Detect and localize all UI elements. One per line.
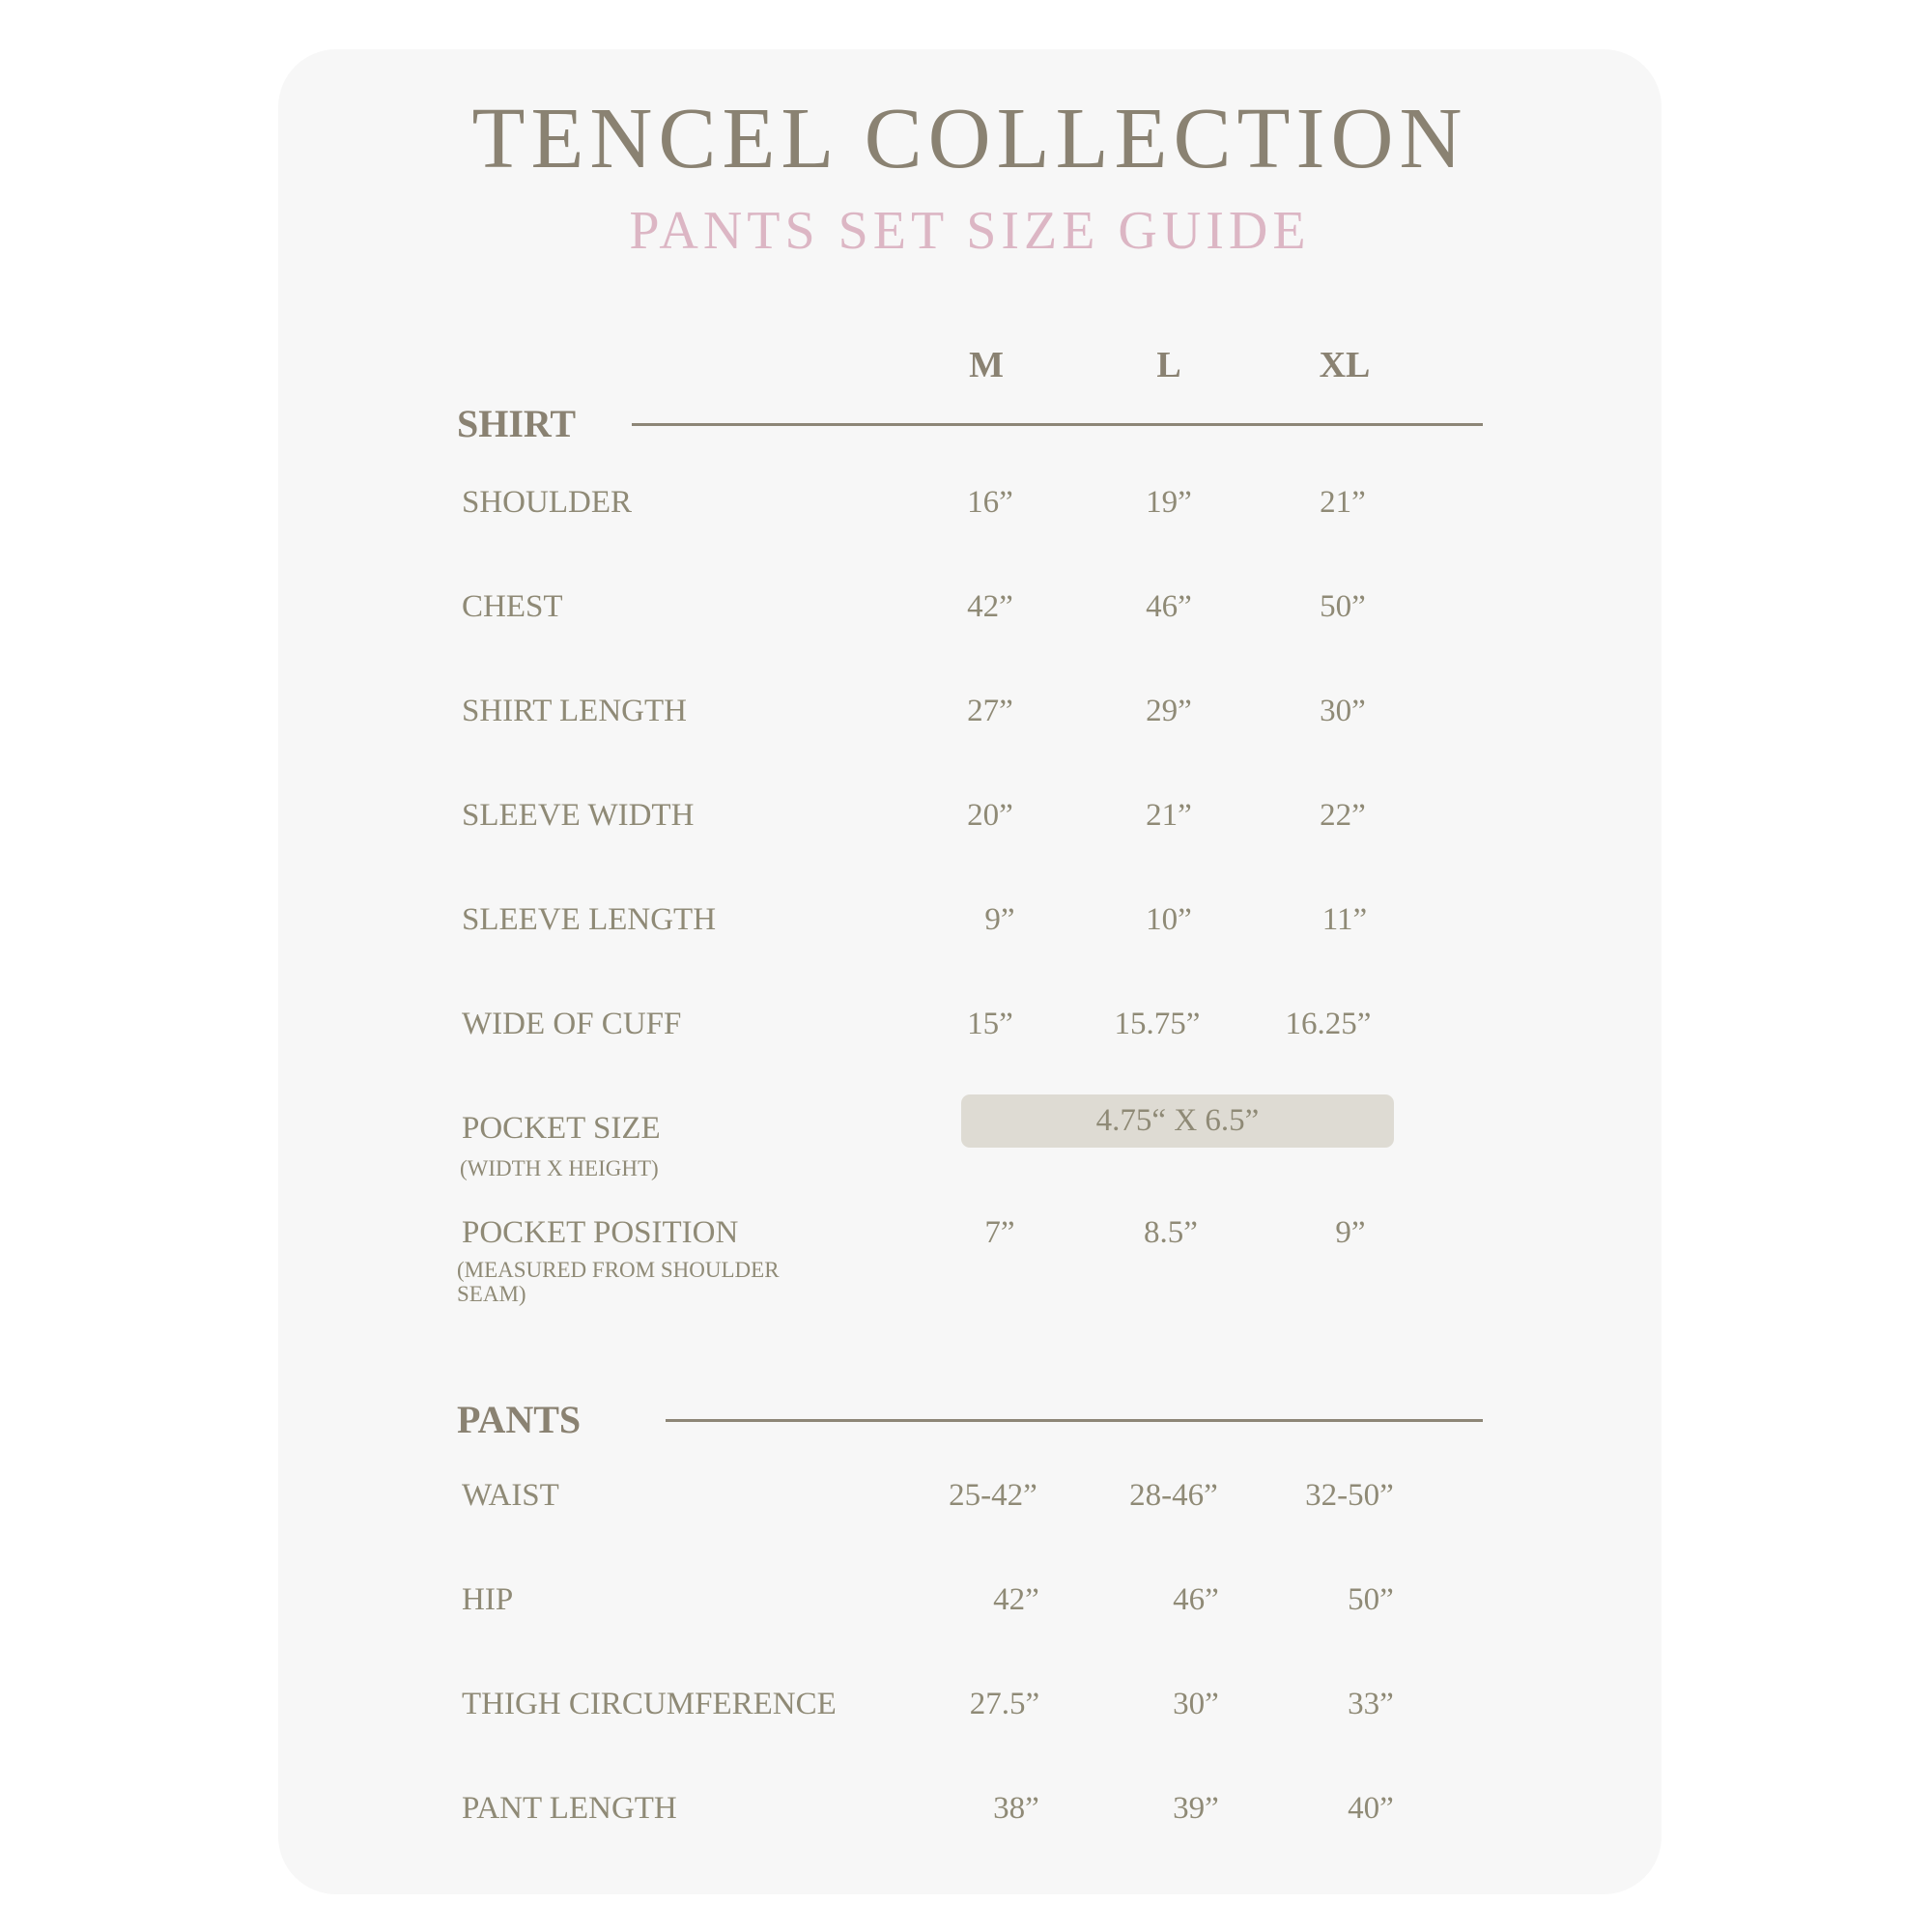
cell-sleeve-width-m: 20” [967,798,1013,833]
size-header-xl: XL [1319,345,1371,385]
cell-chest-l: 46” [1146,589,1192,624]
row-label-shoulder: SHOULDER [462,485,633,520]
cell-waist-xl: 32-50” [1305,1478,1394,1513]
size-guide-subtitle: PANTS SET SIZE GUIDE [629,201,1311,261]
cell-thigh-m: 27.5” [969,1687,1040,1721]
row-label-sleeve-length: SLEEVE LENGTH [462,902,717,937]
cell-waist-m: 25-42” [949,1478,1037,1513]
cell-pant-length-xl: 40” [1348,1791,1394,1826]
cell-pant-length-m: 38” [993,1791,1039,1826]
size-header-m: M [969,345,1004,385]
collection-title: TENCEL COLLECTION [471,91,1468,186]
cell-shirt-length-m: 27” [967,694,1013,728]
pants-section-title: PANTS [457,1398,582,1441]
row-label-thigh-circumference: THIGH CIRCUMFERENCE [462,1687,837,1721]
cell-shoulder-l: 19” [1146,485,1192,520]
cell-wide-of-cuff-l: 15.75” [1114,1007,1201,1041]
cell-pocket-position-l: 8.5” [1144,1215,1198,1250]
row-label-sleeve-width: SLEEVE WIDTH [462,798,695,833]
cell-sleeve-width-xl: 22” [1320,798,1366,833]
cell-pocket-position-xl: 9” [1335,1215,1366,1250]
row-label-shirt-length: SHIRT LENGTH [462,694,687,728]
cell-pocket-position-m: 7” [984,1215,1015,1250]
cell-sleeve-length-l: 10” [1146,902,1192,937]
cell-shirt-length-l: 29” [1146,694,1192,728]
pants-divider [666,1419,1483,1422]
row-label-pocket-size: POCKET SIZE [462,1111,661,1146]
cell-wide-of-cuff-xl: 16.25” [1285,1007,1372,1041]
row-label-chest: CHEST [462,589,563,624]
cell-hip-m: 42” [993,1582,1039,1617]
cell-pant-length-l: 39” [1173,1791,1219,1826]
row-sublabel-pocket-position: (MEASURED FROM SHOULDER SEAM) [457,1258,780,1306]
cell-shirt-length-xl: 30” [1320,694,1366,728]
cell-thigh-l: 30” [1173,1687,1219,1721]
cell-shoulder-m: 16” [967,485,1013,520]
row-label-wide-of-cuff: WIDE OF CUFF [462,1007,682,1041]
cell-sleeve-length-m: 9” [984,902,1015,937]
cell-chest-xl: 50” [1320,589,1366,624]
size-header-l: L [1156,345,1181,385]
cell-wide-of-cuff-m: 15” [967,1007,1013,1041]
row-label-hip: HIP [462,1582,514,1617]
cell-waist-l: 28-46” [1129,1478,1218,1513]
row-label-pocket-position: POCKET POSITION [462,1215,739,1250]
cell-sleeve-length-xl: 11” [1321,902,1368,937]
row-label-pant-length: PANT LENGTH [462,1791,677,1826]
shirt-section-title: SHIRT [457,402,577,445]
cell-hip-xl: 50” [1348,1582,1394,1617]
cell-shoulder-xl: 21” [1320,485,1366,520]
cell-chest-m: 42” [967,589,1013,624]
shirt-divider [632,423,1483,426]
row-sublabel-pocket-size: (WIDTH X HEIGHT) [460,1156,659,1180]
pocket-size-value: 4.75“ X 6.5” [961,1094,1394,1148]
row-label-waist: WAIST [462,1478,559,1513]
cell-hip-l: 46” [1173,1582,1219,1617]
cell-sleeve-width-l: 21” [1146,798,1192,833]
cell-thigh-xl: 33” [1348,1687,1394,1721]
